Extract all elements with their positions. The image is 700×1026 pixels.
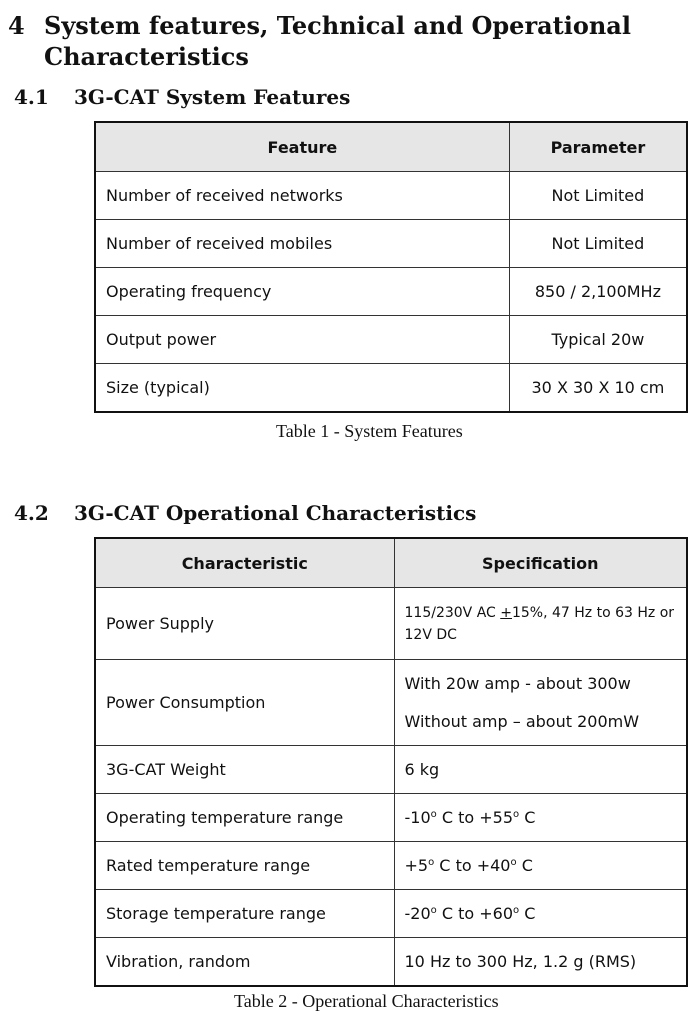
specification-cell (394, 794, 687, 842)
table-1-caption: Table 1 - System Features (276, 421, 463, 441)
spec-text: 115/230V AC (404, 604, 501, 621)
parameter-cell: 850 / 2,100MHz (509, 268, 687, 316)
characteristic-cell: Power Consumption (95, 660, 394, 746)
feature-cell: Number of received mobiles (95, 220, 509, 268)
spec-text: C to +60 (436, 904, 514, 923)
table-row (95, 220, 687, 268)
specification-cell (394, 588, 687, 660)
feature-cell: Number of received networks (95, 172, 509, 220)
parameter-cell: Not Limited (509, 172, 687, 220)
table-header-row (95, 122, 687, 172)
spec-text: C to +40 (434, 856, 511, 875)
subsection-heading-4-2 (14, 500, 476, 526)
degree-mark: o (510, 857, 517, 868)
parameter-cell: Not Limited (509, 220, 687, 268)
subsection-number: 4.2 (14, 501, 49, 525)
spec-text: -20 (404, 904, 431, 923)
spec-text: 15%, 47 Hz to 63 Hz or 12V DC (404, 604, 675, 643)
spec-text: C (519, 808, 536, 827)
subsection-title: 3G-CAT Operational Characteristics (74, 501, 477, 525)
degree-mark: o (430, 809, 437, 820)
operational-characteristics-table (94, 537, 688, 987)
degree-mark: o (513, 905, 520, 916)
degree-mark: o (513, 809, 520, 820)
table-row (95, 364, 687, 413)
table-row (95, 316, 687, 364)
subsection-title: 3G-CAT System Features (74, 85, 351, 109)
table-row (95, 890, 687, 938)
characteristic-cell: Rated temperature range (95, 842, 394, 890)
spec-text: -10 (404, 808, 431, 827)
characteristic-cell: Power Supply (95, 588, 394, 660)
parameter-cell: Typical 20w (509, 316, 687, 364)
header-feature: Feature (95, 122, 509, 172)
specification-cell: 6 kg (394, 746, 687, 794)
header-specification: Specification (394, 538, 687, 588)
spec-text: C (516, 856, 533, 875)
degree-mark: o (430, 905, 437, 916)
table-row (95, 842, 687, 890)
table-row (95, 938, 687, 987)
table-header-row (95, 538, 687, 588)
table-row (95, 660, 687, 746)
characteristic-cell: Vibration, random (95, 938, 394, 987)
specification-cell (394, 842, 687, 890)
parameter-cell: 30 X 30 X 10 cm (509, 364, 687, 413)
spec-text: C (519, 904, 536, 923)
header-characteristic: Characteristic (95, 538, 394, 588)
table-row (95, 794, 687, 842)
table-2-caption: Table 2 - Operational Characteristics (234, 991, 499, 1011)
table-row (95, 172, 687, 220)
subsection-heading-4-1 (14, 84, 350, 110)
header-parameter: Parameter (509, 122, 687, 172)
specification-cell (394, 890, 687, 938)
section-number: 4 (8, 11, 25, 40)
degree-mark: o (428, 857, 435, 868)
specification-cell (394, 660, 687, 746)
system-features-table (94, 121, 688, 413)
table-row (95, 268, 687, 316)
specification-cell: 10 Hz to 300 Hz, 1.2 g (RMS) (394, 938, 687, 987)
spec-line: Without amp – about 200mW (404, 711, 640, 731)
characteristic-cell: Operating temperature range (95, 794, 394, 842)
feature-cell: Operating frequency (95, 268, 509, 316)
feature-cell: Output power (95, 316, 509, 364)
feature-cell: Size (typical) (95, 364, 509, 413)
characteristic-cell: Storage temperature range (95, 890, 394, 938)
subsection-number: 4.1 (14, 85, 49, 109)
spec-line: With 20w amp - about 300w (404, 673, 631, 693)
plus-minus-sign: + (500, 604, 512, 621)
section-title: System features, Technical and Operational Characteristics (44, 11, 631, 71)
table-row (95, 746, 687, 794)
section-heading (8, 10, 688, 72)
spec-text: C to +55 (436, 808, 514, 827)
characteristic-cell: 3G-CAT Weight (95, 746, 394, 794)
table-row (95, 588, 687, 660)
spec-text: +5 (404, 856, 429, 875)
